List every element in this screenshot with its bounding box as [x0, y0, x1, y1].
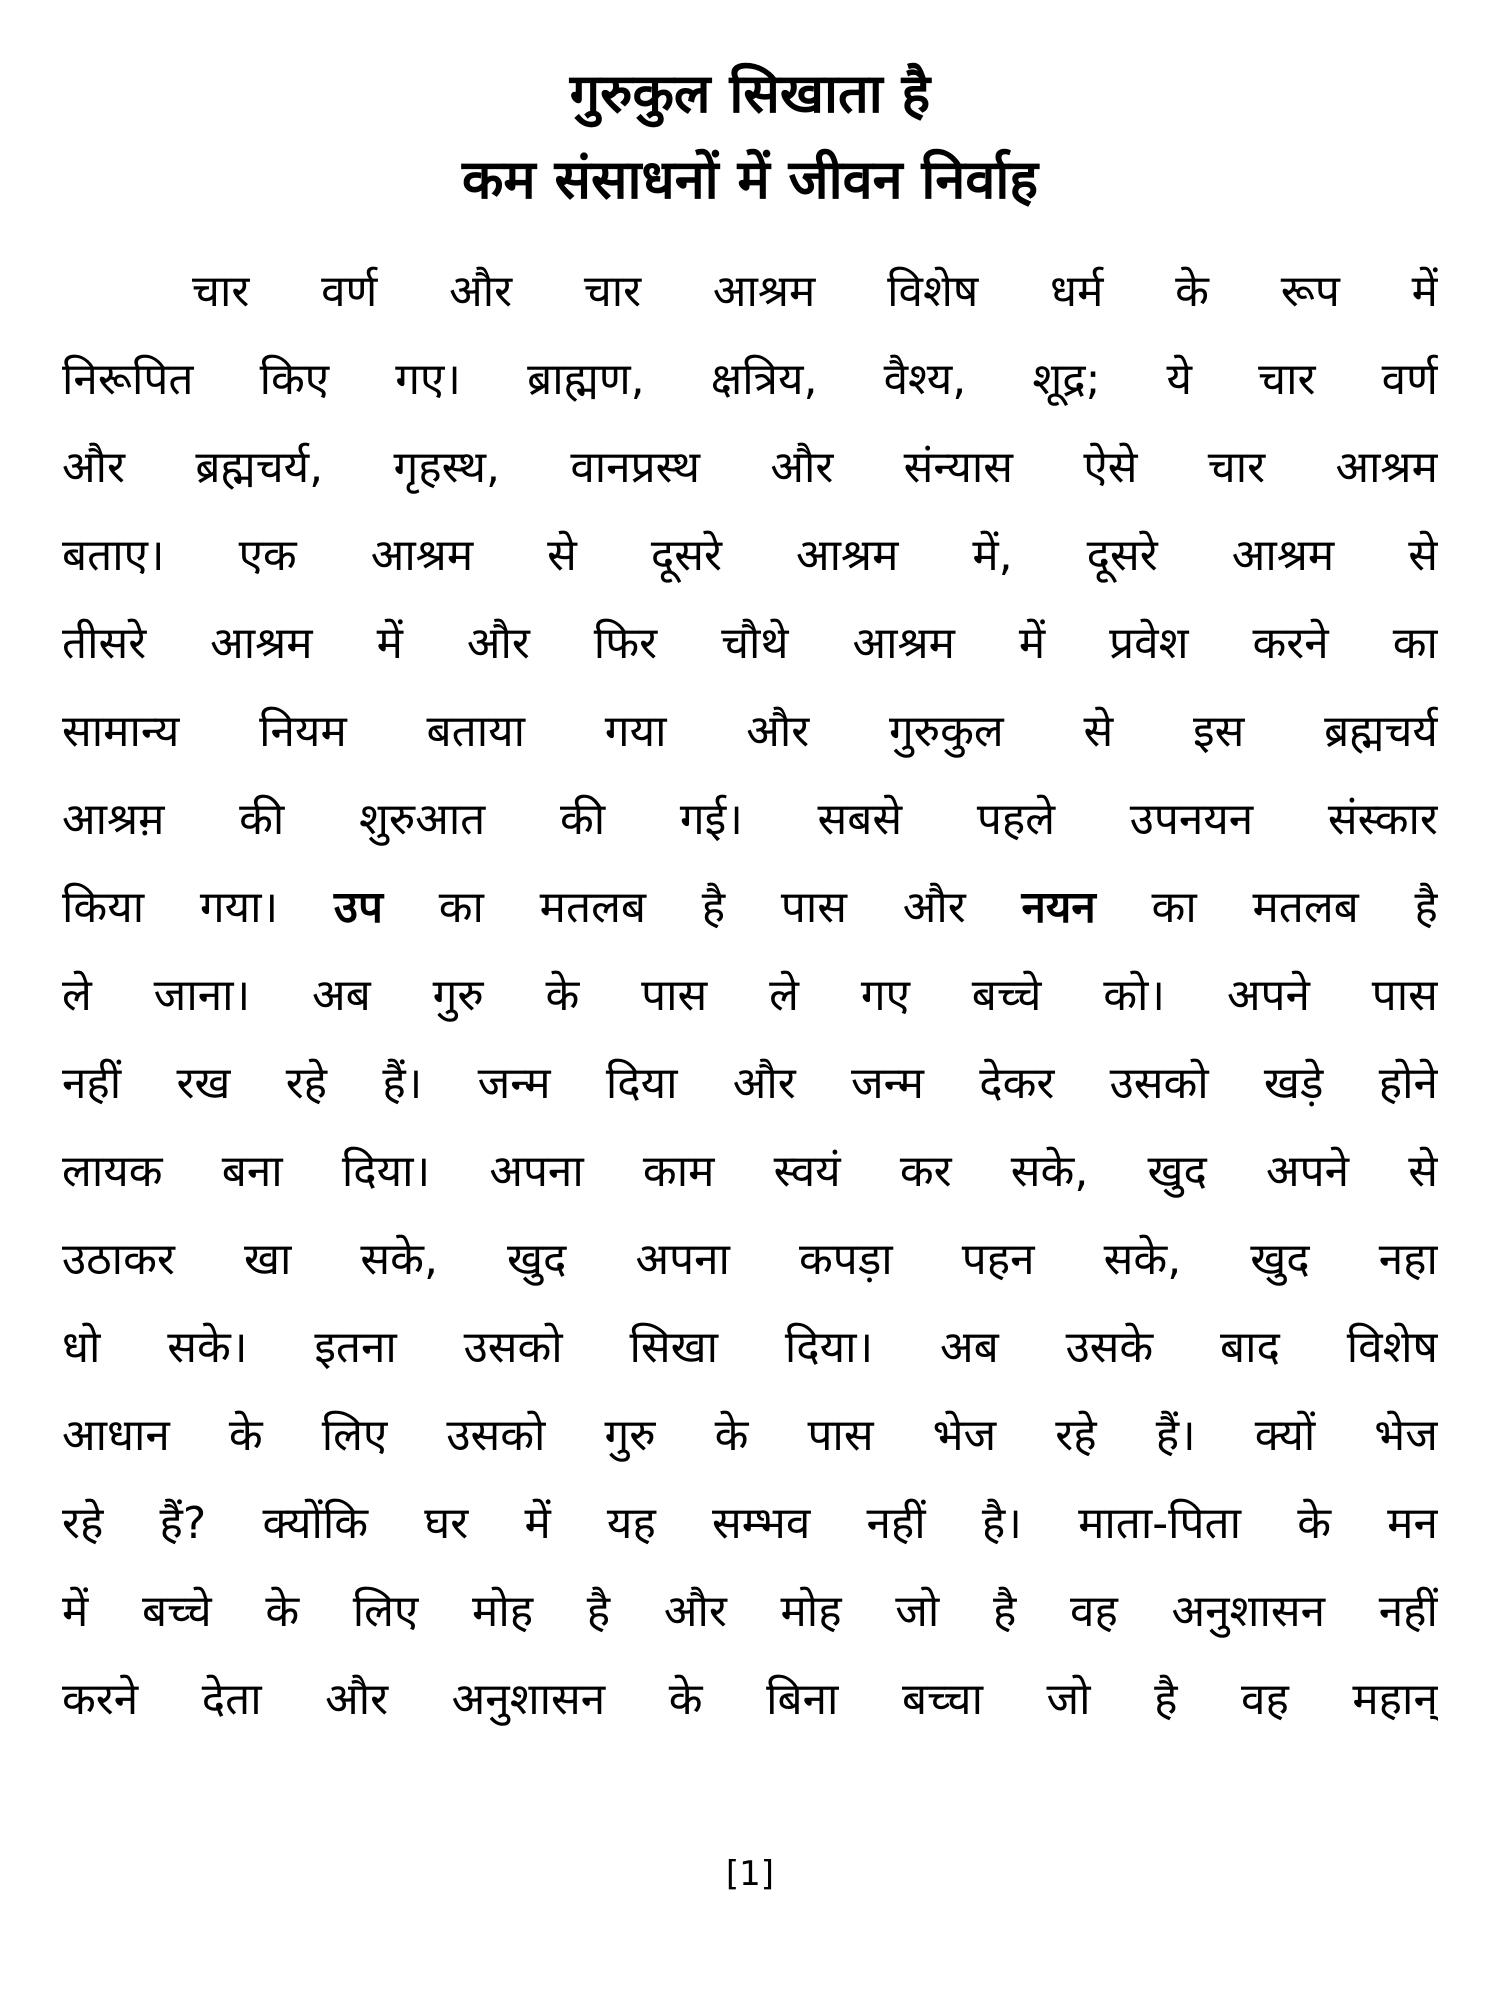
word: जन्म [477, 1058, 551, 1109]
word: गृहस्थ, [393, 442, 500, 493]
word: में [1018, 618, 1046, 669]
word: जो [1046, 1674, 1091, 1725]
word: नहीं [866, 1498, 926, 1549]
word: स्वयं [773, 1146, 841, 1197]
word: भेज [1374, 1410, 1438, 1461]
word: और [746, 706, 810, 757]
word: से [1083, 706, 1114, 757]
word: बाद [1220, 1322, 1280, 1373]
word: संस्कार [1327, 794, 1438, 845]
word: ब्रह्मचर्य, [195, 442, 324, 493]
word: अपना [635, 1234, 730, 1285]
word: सबसे [817, 794, 903, 845]
word: चार [192, 266, 250, 317]
word: है [992, 1586, 1017, 1637]
word: एक [238, 530, 297, 581]
word: रूप [1280, 266, 1340, 317]
word: गया। [199, 882, 279, 933]
word: कर [899, 1146, 952, 1197]
word: जो [895, 1586, 940, 1637]
word: नियम [259, 706, 347, 757]
word: पास [641, 970, 708, 1021]
word: बिना [766, 1674, 839, 1725]
word: आश्रम [795, 530, 899, 581]
word: कपड़ा [798, 1234, 893, 1285]
text-line [62, 1392, 1438, 1480]
word: महान् [1352, 1674, 1438, 1725]
word: रहे [285, 1058, 328, 1109]
word: गुरुकुल [889, 706, 1004, 757]
word: आश्रम [1231, 530, 1335, 581]
word: अपने [1266, 1146, 1350, 1197]
word: दिया। [341, 1146, 431, 1197]
word: लिए [352, 1586, 419, 1637]
word: के [668, 1674, 703, 1725]
word: के [228, 1410, 263, 1461]
word: हैं। [382, 1058, 423, 1109]
word: को। [1103, 970, 1166, 1021]
word: से [1408, 530, 1438, 581]
word: खुद [1147, 1146, 1207, 1197]
word: के [265, 1586, 300, 1637]
title-line-1: गुरुकुल सिखाता है [569, 62, 931, 125]
word: है [1154, 1674, 1178, 1725]
text-line [62, 864, 1438, 952]
text-line [62, 688, 1438, 776]
word: देकर [979, 1058, 1055, 1109]
text-line [62, 776, 1438, 864]
word: के [1175, 266, 1209, 317]
word: गए [860, 970, 910, 1021]
word: मन [1387, 1498, 1438, 1549]
word: और [62, 442, 126, 493]
word: गुरु [432, 970, 484, 1021]
word: सके, [360, 1234, 438, 1285]
word: दूसरे [650, 530, 722, 581]
word: उसके [1065, 1322, 1154, 1373]
word: अनुशासन [451, 1674, 606, 1725]
text-line [62, 1656, 1438, 1744]
word: तीसरे [62, 618, 147, 669]
word: अपना [489, 1146, 584, 1197]
word: घर [424, 1498, 469, 1549]
word: बना [221, 1146, 283, 1197]
word: नहा [1378, 1234, 1438, 1285]
word: शुरुआत [358, 794, 486, 845]
word: बताए। [62, 530, 165, 581]
word: मोह [780, 1586, 842, 1637]
word: और [663, 1586, 727, 1637]
text-line [62, 1040, 1438, 1128]
word: बच्चे [971, 970, 1042, 1021]
word: पहन [961, 1234, 1035, 1285]
text-line [62, 1128, 1438, 1216]
word: प्रवेश [1109, 618, 1189, 669]
word: है [586, 1586, 611, 1637]
word: और [466, 618, 530, 669]
word: उसको [1109, 1058, 1209, 1109]
word: चार [1207, 442, 1266, 493]
word: आश्रम [852, 618, 955, 669]
word: सामान्य [62, 706, 180, 757]
text-line [62, 424, 1438, 512]
word: यह [606, 1498, 656, 1549]
word: के [714, 1410, 749, 1461]
text-line [62, 1216, 1438, 1304]
word: बच्चा [901, 1674, 983, 1725]
word: अपने [1226, 970, 1310, 1021]
word: पास [780, 882, 847, 933]
word: और [325, 1674, 389, 1725]
word: से [1408, 1146, 1438, 1197]
text-line [62, 336, 1438, 424]
word: में [524, 1498, 551, 1549]
text-line [62, 1480, 1438, 1568]
word: उप [333, 882, 384, 933]
word: वर्ण [1381, 354, 1438, 405]
word: चार [583, 266, 642, 317]
word: और [902, 882, 966, 933]
word: से [547, 530, 577, 581]
word: खुद [507, 1234, 567, 1285]
word: लिए [321, 1410, 388, 1461]
word: है [701, 882, 726, 933]
body-paragraph [62, 248, 1438, 1744]
word: आश्रम [1335, 442, 1438, 493]
title-line-2: कम संसाधनों में जीवन निर्वाह [461, 148, 1039, 211]
word: सके, [1103, 1234, 1182, 1285]
word: रख [176, 1058, 231, 1109]
word: जन्म [851, 1058, 924, 1109]
word: के [545, 970, 580, 1021]
word: होने [1378, 1058, 1438, 1109]
text-line [62, 248, 1438, 336]
word: ब्राह्मण, [527, 354, 645, 405]
word: विशेष [887, 266, 979, 317]
word: लायक [62, 1146, 163, 1197]
text-line [62, 600, 1438, 688]
word: गई। [679, 794, 743, 845]
word: गुरु [604, 1410, 656, 1461]
word: नयन [1021, 882, 1096, 933]
word: पास [1371, 970, 1438, 1021]
word: चार [1258, 354, 1316, 405]
text-line [62, 512, 1438, 600]
word: आश्रम़ [62, 794, 165, 845]
word: उपनयन [1129, 794, 1254, 845]
word: ले [769, 970, 799, 1021]
word: खा [243, 1234, 292, 1285]
word: ऐसे [1083, 442, 1138, 493]
word: की [239, 794, 285, 845]
word: नहीं [62, 1058, 122, 1109]
word: और [449, 266, 513, 317]
word: मतलब [539, 882, 647, 933]
word: खड़े [1263, 1058, 1324, 1109]
word: धो [62, 1322, 101, 1373]
word: रहे [1055, 1410, 1097, 1461]
word: बच्चे [141, 1586, 212, 1637]
word: सके। [167, 1322, 248, 1373]
text-line [62, 1304, 1438, 1392]
word: मोह [472, 1586, 534, 1637]
word: अनुशासन [1171, 1586, 1326, 1637]
text-line [62, 952, 1438, 1040]
page-number: [1] [725, 1854, 775, 1894]
word: जाना। [153, 970, 251, 1021]
word: रहे [62, 1498, 104, 1549]
word: दिया। [784, 1322, 874, 1373]
word: किया [62, 882, 145, 933]
word: अब [940, 1322, 999, 1373]
word: और [732, 1058, 796, 1109]
word: वह [1070, 1586, 1118, 1637]
word: करने [1252, 618, 1329, 669]
word: ये [1166, 354, 1193, 405]
word: फिर [593, 618, 658, 669]
word: देता [201, 1674, 262, 1725]
word: वैश्य, [883, 354, 967, 405]
word: इतना [314, 1322, 397, 1373]
word: आश्रम [370, 530, 474, 581]
word: क्षत्रिय, [710, 354, 818, 405]
word: विशेष [1346, 1322, 1438, 1373]
text-line [62, 1568, 1438, 1656]
word: मतलब [1252, 882, 1359, 933]
word: क्यों [1254, 1410, 1316, 1461]
word: किए [259, 354, 330, 405]
word: भेज [932, 1410, 997, 1461]
word: हैं? [159, 1498, 207, 1549]
word: उठाकर [62, 1234, 175, 1285]
word: अब [312, 970, 371, 1021]
word: धर्म [1050, 266, 1104, 317]
word: है [1414, 882, 1438, 933]
word: वह [1241, 1674, 1289, 1725]
word: का [1392, 618, 1438, 669]
word: का [1151, 882, 1197, 933]
word: नहीं [1378, 1586, 1438, 1637]
word: गया [604, 706, 667, 757]
word: बताया [426, 706, 526, 757]
word: सम्भव [711, 1498, 811, 1549]
word: पास [807, 1410, 874, 1461]
word: में, [972, 530, 1013, 581]
word: का [438, 882, 484, 933]
word: खुद [1250, 1234, 1310, 1285]
word: क्योंकि [262, 1498, 369, 1549]
word: उसको [463, 1322, 563, 1373]
word: में [1411, 266, 1438, 317]
word: है। [981, 1498, 1022, 1549]
word: में [376, 618, 403, 669]
word: आश्रम [712, 266, 816, 317]
word: वानप्रस्थ [570, 442, 700, 493]
word: चौथे [721, 618, 789, 669]
word: के [1297, 1498, 1331, 1549]
word: उसको [446, 1410, 546, 1461]
word: दूसरे [1086, 530, 1158, 581]
word: आधान [62, 1410, 170, 1461]
word: शूद्र; [1032, 354, 1101, 405]
word: निरूपित [62, 354, 194, 405]
word: की [559, 794, 606, 845]
word: आश्रम [210, 618, 313, 669]
word: पहले [976, 794, 1056, 845]
word: और [770, 442, 834, 493]
word: में [62, 1586, 89, 1637]
word: ब्रह्मचर्य [1324, 706, 1438, 757]
word: माता-पिता [1078, 1498, 1242, 1549]
word: ले [62, 970, 92, 1021]
word: दिया [605, 1058, 678, 1109]
word: वर्ण [321, 266, 378, 317]
word: काम [642, 1146, 715, 1197]
word: संन्यास [903, 442, 1014, 493]
word: हैं। [1155, 1410, 1196, 1461]
word: सके, [1010, 1146, 1089, 1197]
word: गए। [395, 354, 461, 405]
word: करने [62, 1674, 139, 1725]
word: सिखा [629, 1322, 719, 1373]
word: इस [1192, 706, 1245, 757]
